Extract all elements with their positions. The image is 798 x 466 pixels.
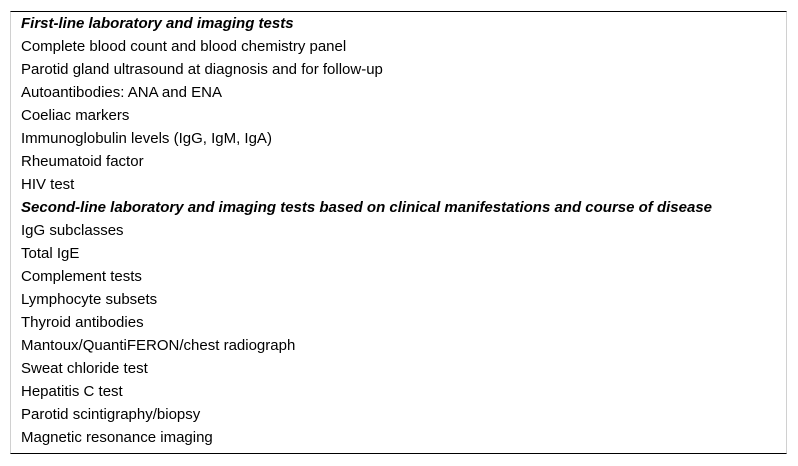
test-item: Rheumatoid factor — [21, 153, 144, 170]
test-item: Lymphocyte subsets — [21, 291, 158, 308]
section-header-second-line: Second-line laboratory and imaging tests based on clinical manifestations and course of disease — [21, 199, 713, 216]
test-item: Autoantibodies: ANA and ENA — [21, 84, 222, 101]
test-item: Sweat chloride test — [21, 360, 148, 377]
tests-table-grid — [11, 12, 786, 449]
test-item: HIV test — [21, 176, 75, 193]
table-row — [11, 58, 786, 81]
section-header-first-line: First-line laboratory and imaging tests — [21, 15, 294, 32]
test-item: Immunoglobulin levels (IgG, IgM, IgA) — [21, 130, 272, 147]
table-row — [11, 403, 786, 426]
tests-table-body — [11, 12, 786, 449]
table-row — [11, 380, 786, 403]
test-item: Coeliac markers — [21, 107, 130, 124]
table-row — [11, 288, 786, 311]
table-row — [11, 426, 786, 449]
table-row — [11, 150, 786, 173]
tests-table — [10, 11, 787, 454]
test-item: IgG subclasses — [21, 222, 124, 239]
table-row — [11, 219, 786, 242]
table-row — [11, 81, 786, 104]
test-item: Complement tests — [21, 268, 142, 285]
test-item: Complete blood count and blood chemistry panel — [21, 38, 347, 55]
test-item: Parotid gland ultrasound at diagnosis and for follow-up — [21, 61, 383, 78]
table-row — [11, 35, 786, 58]
table-row — [11, 311, 786, 334]
table-row — [11, 357, 786, 380]
table-row — [11, 265, 786, 288]
test-item: Magnetic resonance imaging — [21, 429, 213, 446]
test-item: Mantoux/QuantiFERON/chest radiograph — [21, 337, 296, 354]
test-item: Parotid scintigraphy/biopsy — [21, 406, 201, 423]
test-item: Thyroid antibodies — [21, 314, 144, 331]
table-row — [11, 104, 786, 127]
section-header-row — [11, 196, 786, 219]
test-item: Total IgE — [21, 245, 80, 262]
table-row — [11, 242, 786, 265]
section-header-row — [11, 12, 786, 35]
test-item: Hepatitis C test — [21, 383, 123, 400]
table-row — [11, 334, 786, 357]
table-row — [11, 173, 786, 196]
table-row — [11, 127, 786, 150]
